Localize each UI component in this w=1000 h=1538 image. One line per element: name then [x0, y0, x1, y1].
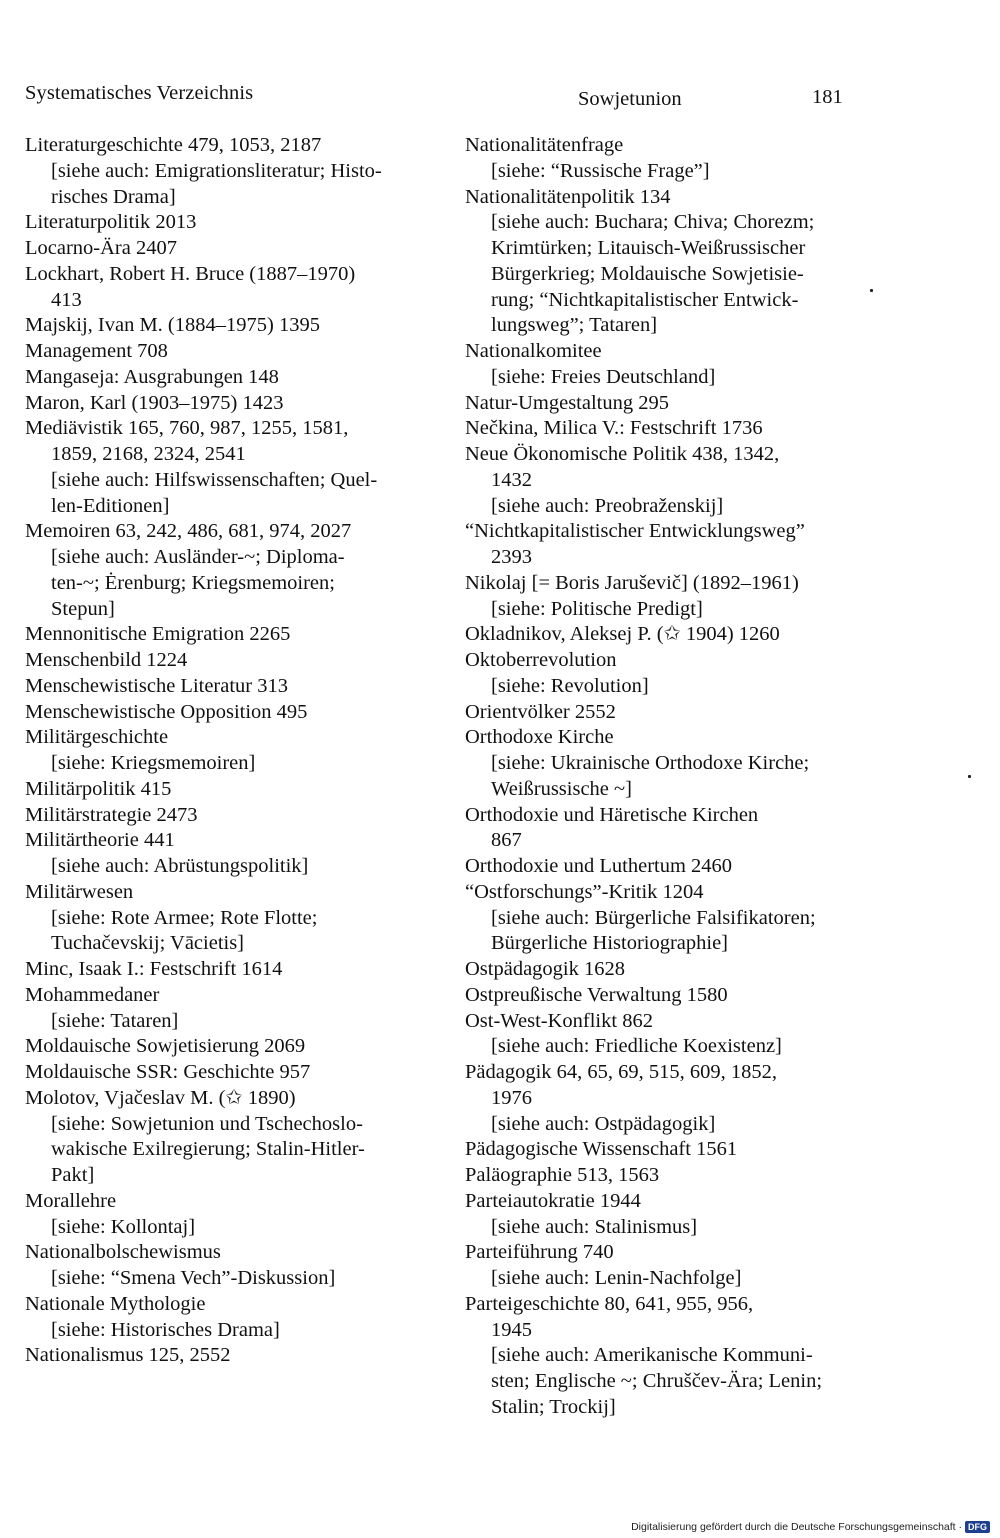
index-subline: 867: [491, 829, 522, 852]
index-entry: Nationalitätenfrage: [465, 134, 624, 156]
index-entry: “Nichtkapitalistischer Entwicklungsweg”: [465, 520, 805, 543]
index-subline: [siehe: “Russische Frage”]: [491, 159, 710, 182]
index-subline: [siehe auch: Hilfswissenschaften; Quel-: [51, 468, 378, 491]
index-entry: Molotov, Vjačeslav M. (✩ 1890): [25, 1086, 296, 1109]
index-entry: Orthodoxe Kirche: [465, 726, 614, 749]
index-entry: Menschenbild 1224: [25, 649, 188, 671]
index-subline: Bürgerkrieg; Moldauische Sowjetisie-: [491, 262, 804, 285]
index-entry: Nationalitätenpolitik 134: [465, 185, 671, 208]
index-subline: [siehe: Rote Armee; Rote Flotte;: [51, 906, 318, 929]
index-subline: [siehe: Freies Deutschland]: [491, 365, 716, 388]
index-entry: Majskij, Ivan M. (1884–1975) 1395: [25, 314, 320, 337]
index-subline: [siehe auch: Ausländer-~; Diploma-: [51, 546, 345, 568]
scan-speck: [968, 775, 971, 778]
index-entry: Nationalbolschewismus: [25, 1241, 221, 1264]
index-entry: Nationalismus 125, 2552: [25, 1344, 231, 1367]
index-entry: Nikolaj [= Boris Jaruševič] (1892–1961): [465, 571, 799, 594]
index-subline: sten; Englische ~; Chruščev-Ära; Lenin;: [491, 1370, 823, 1392]
index-subline: [siehe: “Smena Vech”-Diskussion]: [51, 1267, 336, 1289]
index-entry: Menschewistische Literatur 313: [25, 674, 289, 697]
index-subline: 2393: [491, 546, 532, 568]
index-subline: [siehe auch: Amerikanische Kommuni-: [491, 1344, 813, 1367]
dfg-logo-icon: DFG: [965, 1521, 990, 1533]
index-subline: ten-~; Ėrenburg; Kriegsmemoiren;: [51, 571, 335, 594]
index-subline: [siehe: Sowjetunion und Tschechoslo-: [51, 1112, 363, 1135]
index-entry: Militärgeschichte: [25, 726, 169, 749]
running-head-section: Sowjetunion: [578, 88, 682, 110]
index-subline: [siehe auch: Buchara; Chiva; Chorezm;: [491, 211, 815, 234]
index-entry: Paläographie 513, 1563: [465, 1164, 660, 1186]
index-subline: 1945: [491, 1318, 532, 1341]
index-entry: Memoiren 63, 242, 486, 681, 974, 2027: [25, 520, 352, 543]
index-entry: Morallehre: [25, 1189, 117, 1212]
index-entry: Moldauische SSR: Geschichte 957: [25, 1061, 311, 1083]
index-entry: Literaturgeschichte 479, 1053, 2187: [25, 134, 322, 156]
index-entry: Natur-Umgestaltung 295: [465, 391, 669, 414]
index-entry: Ostpädagogik 1628: [465, 958, 625, 980]
index-subline: Krimtürken; Litauisch-Weißrussischer: [491, 237, 806, 259]
index-subline: Tuchačevskij; Vācietis]: [51, 932, 245, 955]
index-entry: Mediävistik 165, 760, 987, 1255, 1581,: [25, 417, 349, 440]
index-subline: Bürgerliche Historiographie]: [491, 932, 729, 955]
index-entry: Minc, Isaak I.: Festschrift 1614: [25, 958, 283, 980]
index-entry: Mennonitische Emigration 2265: [25, 623, 291, 646]
index-entry: Ostpreußische Verwaltung 1580: [465, 983, 728, 1006]
index-subline: [siehe auch: Stalinismus]: [491, 1215, 698, 1238]
index-column-left: [25, 133, 450, 1369]
index-entry: Ost-West-Konflikt 862: [465, 1009, 653, 1032]
index-subline: lungsweg”; Tataren]: [491, 314, 658, 337]
index-entry: Mohammedaner: [25, 983, 160, 1006]
index-subline: 1432: [491, 468, 532, 491]
index-subline: Pakt]: [51, 1164, 95, 1186]
index-subline: risches Drama]: [51, 185, 176, 208]
index-subline: [siehe: Historisches Drama]: [51, 1318, 280, 1341]
index-entry: Militärtheorie 441: [25, 829, 175, 852]
index-entry: Pädagogik 64, 65, 69, 515, 609, 1852,: [465, 1061, 778, 1083]
index-subline: [siehe: Revolution]: [491, 674, 649, 697]
index-subline: [siehe auch: Ostpädagogik]: [491, 1112, 716, 1135]
index-entry: Nationalkomitee: [465, 340, 602, 362]
index-subline: Weißrussische ~]: [491, 777, 632, 800]
index-entry: Pädagogische Wissenschaft 1561: [465, 1138, 738, 1161]
scan-speck: [870, 289, 873, 292]
index-entry: Menschewistische Opposition 495: [25, 700, 308, 723]
index-entry: Nationale Mythologie: [25, 1292, 206, 1315]
digitization-credit: [631, 1521, 990, 1533]
index-entry: Nečkina, Milica V.: Festschrift 1736: [465, 417, 763, 440]
index-subline: 413: [51, 288, 82, 311]
index-entry: Lockhart, Robert H. Bruce (1887–1970): [25, 262, 356, 285]
index-subline: Stalin; Trockij]: [491, 1395, 616, 1418]
index-entry: Militärstrategie 2473: [25, 803, 198, 826]
index-subline: [siehe auch: Abrüstungspolitik]: [51, 855, 309, 877]
index-subline: [siehe auch: Lenin-Nachfolge]: [491, 1267, 742, 1289]
index-subline: [siehe auch: Preobraženskij]: [491, 494, 724, 517]
index-entry: Mangaseja: Ausgrabungen 148: [25, 365, 279, 388]
credit-text: Digitalisierung gefördert durch die Deutsche Forschungsgemeinschaft ·: [631, 1521, 962, 1533]
index-entry: Parteigeschichte 80, 641, 955, 956,: [465, 1292, 754, 1315]
index-subline: [siehe: Tataren]: [51, 1009, 179, 1032]
index-subline: wakische Exilregierung; Stalin-Hitler-: [51, 1138, 365, 1161]
index-entry: Literaturpolitik 2013: [25, 211, 197, 234]
index-entry: Parteiautokratie 1944: [465, 1189, 641, 1212]
index-subline: [siehe: Ukrainische Orthodoxe Kirche;: [491, 752, 810, 774]
index-subline: rung; “Nichtkapitalistischer Entwick-: [491, 288, 799, 311]
index-subline: Stepun]: [51, 597, 115, 620]
index-subline: [siehe: Kollontaj]: [51, 1215, 196, 1238]
running-head-title: Systematisches Verzeichnis: [25, 82, 254, 104]
index-entry: Moldauische Sowjetisierung 2069: [25, 1035, 306, 1058]
index-entry: “Ostforschungs”-Kritik 1204: [465, 880, 704, 903]
index-subline: [siehe auch: Friedliche Koexistenz]: [491, 1035, 782, 1058]
index-entry: Oktoberrevolution: [465, 649, 617, 671]
index-entry: Okladnikov, Aleksej P. (✩ 1904) 1260: [465, 623, 780, 646]
index-subline: [siehe: Politische Predigt]: [491, 597, 703, 620]
page-number: 181: [812, 86, 843, 108]
index-entry: Management 708: [25, 340, 168, 362]
index-entry: Neue Ökonomische Politik 438, 1342,: [465, 443, 780, 465]
index-entry: Orthodoxie und Häretische Kirchen: [465, 803, 759, 826]
index-subline: len-Editionen]: [51, 494, 170, 517]
index-subline: 1859, 2168, 2324, 2541: [51, 443, 246, 465]
index-subline: [siehe: Kriegsmemoiren]: [51, 752, 256, 774]
index-subline: [siehe auch: Bürgerliche Falsifikatoren;: [491, 906, 816, 929]
index-subline: [siehe auch: Emigrationsliteratur; Histo-: [51, 159, 382, 182]
index-entry: Orientvölker 2552: [465, 700, 616, 723]
index-subline: 1976: [491, 1086, 532, 1109]
index-column-right: [465, 133, 885, 1421]
index-entry: Locarno-Ära 2407: [25, 237, 177, 259]
index-entry: Militärwesen: [25, 880, 134, 903]
index-entry: Parteiführung 740: [465, 1241, 614, 1264]
index-entry: Militärpolitik 415: [25, 777, 172, 800]
index-entry: Maron, Karl (1903–1975) 1423: [25, 391, 284, 414]
index-entry: Orthodoxie und Luthertum 2460: [465, 855, 733, 877]
